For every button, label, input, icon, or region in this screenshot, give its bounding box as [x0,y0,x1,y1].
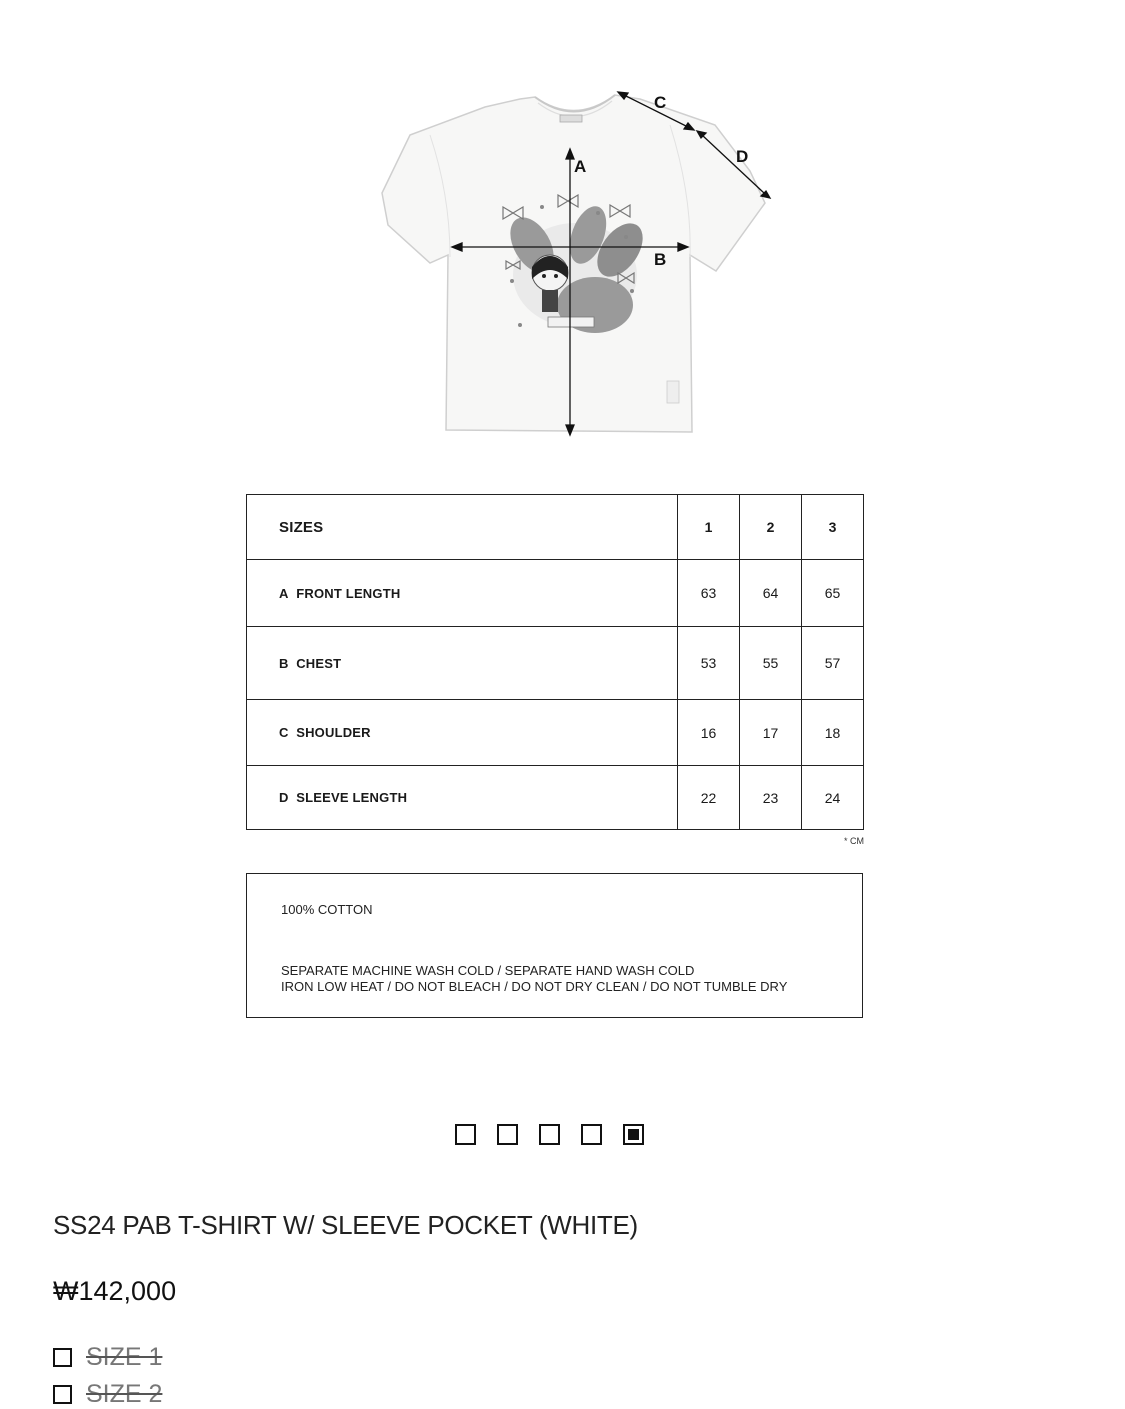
table-row [247,627,864,700]
diagram-letter-b: B [654,250,667,269]
measurement-value: 64 [740,560,802,627]
size-table-header-row [247,495,864,560]
size-table-header-size-1: 1 [678,495,740,560]
table-row [247,766,864,830]
measurement-letter: B [279,655,289,671]
measurement-name: SLEEVE LENGTH [296,790,408,805]
size-chart-table [246,494,864,830]
product-price: ₩142,000 [53,1276,177,1306]
measurement-value: 57 [802,627,864,700]
pager-dot-5-active[interactable] [623,1124,644,1145]
product-title: SS24 PAB T-SHIRT W/ SLEEVE POCKET (WHITE) [53,1210,638,1240]
measurement-value: 53 [678,627,740,700]
measurement-label [247,700,678,766]
measurement-value: 18 [802,700,864,766]
pager-dot-4[interactable] [581,1124,602,1145]
tshirt-measurement-diagram [370,85,790,445]
wash-instructions-line-2: IRON LOW HEAT / DO NOT BLEACH / DO NOT DRY CLEAN / DO NOT TUMBLE DRY [281,979,788,994]
measurement-value: 22 [678,766,740,830]
measurement-name: FRONT LENGTH [296,585,401,601]
measurement-value: 63 [678,560,740,627]
measurement-value: 17 [740,700,802,766]
material-text: 100% COTTON [281,902,373,917]
wash-instructions-line-1: SEPARATE MACHINE WASH COLD / SEPARATE HAND WASH COLD [281,963,695,978]
size-option-1[interactable] [53,1343,162,1372]
size-checkbox[interactable] [53,1348,72,1367]
table-row [247,700,864,766]
unit-note: * CM [844,836,864,846]
measurement-letter: A [279,585,289,601]
diagram-letter-a: A [574,157,587,176]
size-table-header-size-2: 2 [740,495,802,560]
size-table-header-label: SIZES [247,495,678,560]
measurement-value: 23 [740,766,802,830]
measurement-name: SHOULDER [296,725,371,740]
table-row [247,560,864,627]
size-option-label: SIZE 2 [86,1380,163,1408]
measurement-label [247,627,678,700]
measurement-letter: C [279,725,289,740]
measurement-label [247,766,678,830]
size-table-header-size-3: 3 [802,495,864,560]
measurement-value: 65 [802,560,864,627]
pager-dot-1[interactable] [455,1124,476,1145]
pager-dot-2[interactable] [497,1124,518,1145]
care-instructions-box [246,873,863,1018]
pager-dot-3[interactable] [539,1124,560,1145]
size-option-label: SIZE 1 [86,1343,163,1371]
diagram-letter-d: D [736,147,749,166]
image-pager [455,1124,644,1145]
diagram-letter-c: C [654,93,667,112]
measurement-value: 55 [740,627,802,700]
measurement-name: CHEST [296,655,342,671]
measurement-letter: D [279,790,289,805]
measurement-label [247,560,678,627]
measurement-value: 24 [802,766,864,830]
measurement-value: 16 [678,700,740,766]
